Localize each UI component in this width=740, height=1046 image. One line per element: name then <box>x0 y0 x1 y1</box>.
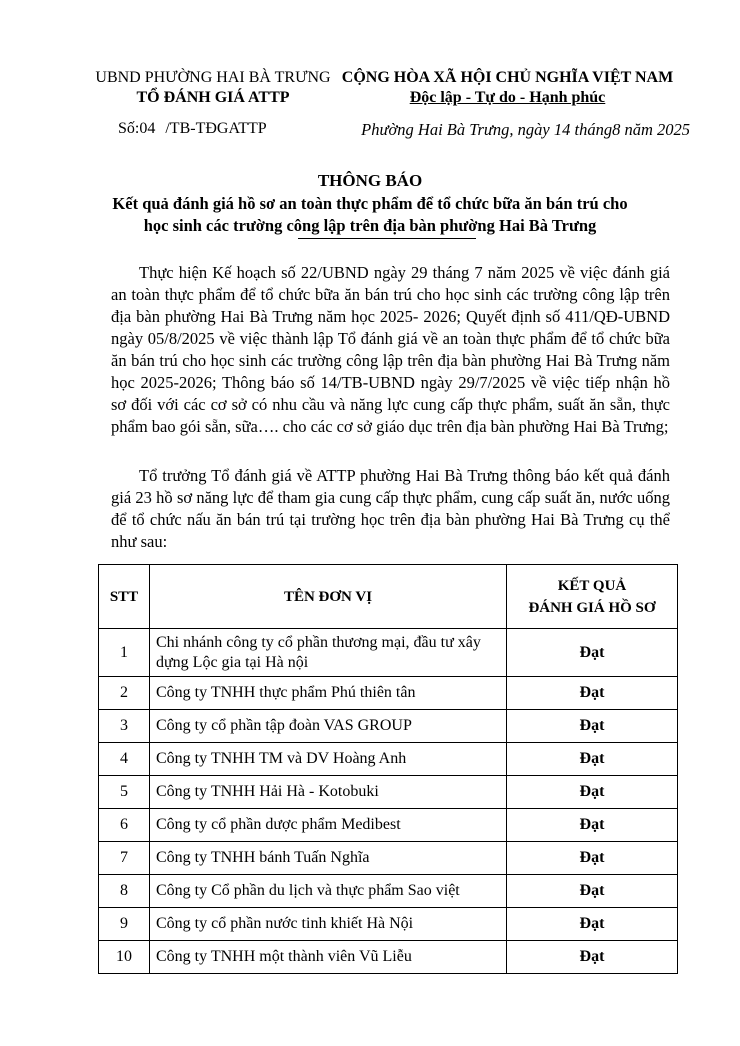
row-unit-name: Công ty Cổ phần du lịch và thực phẩm Sao việt <box>150 875 507 908</box>
row-result: Đạt <box>507 875 678 908</box>
table-row <box>99 875 678 908</box>
row-stt: 6 <box>99 809 150 842</box>
row-stt: 3 <box>99 710 150 743</box>
issuer-unit: TỔ ĐÁNH GIÁ ATTP <box>136 89 290 106</box>
table-row <box>99 908 678 941</box>
header-stt: STT <box>99 565 150 629</box>
table-row <box>99 842 678 875</box>
row-result: Đạt <box>507 710 678 743</box>
document-number <box>118 120 267 138</box>
row-result: Đạt <box>507 776 678 809</box>
row-result: Đạt <box>507 629 678 677</box>
announcement-paragraph-text: Tổ trưởng Tổ đánh giá về ATTP phường Hai Bà Trưng thông báo kết quả đánh giá 23 hồ sơ năng lực để tham gia cung cấp thực phẩm, cung cấp suất ăn, nước uống để tổ chức nấu ăn bán trú tại trường học trên địa bàn phường Hai Bà Trưng cụ thể như sau: <box>111 466 670 551</box>
row-unit-name: Chi nhánh công ty cổ phần thương mại, đầu tư xây dựng Lộc gia tại Hà nội <box>150 629 507 677</box>
table-row <box>99 941 678 974</box>
row-stt: 2 <box>99 677 150 710</box>
subtitle-underline <box>298 238 476 239</box>
national-title: CỘNG HÒA XÃ HỘI CHỦ NGHĨA VIỆT NAM <box>341 69 674 86</box>
announcement-paragraph <box>111 465 670 553</box>
header-result-line-2: ĐÁNH GIÁ HỒ SƠ <box>528 599 656 616</box>
results-table <box>98 564 678 974</box>
table-row <box>99 809 678 842</box>
document-subtitle <box>60 193 680 237</box>
national-motto: Độc lập - Tự do - Hạnh phúc <box>409 89 606 106</box>
row-unit-name: Công ty TNHH thực phẩm Phú thiên tân <box>150 677 507 710</box>
row-result: Đạt <box>507 743 678 776</box>
national-motto-block <box>330 68 685 108</box>
row-stt: 9 <box>99 908 150 941</box>
header-result <box>507 565 678 629</box>
subtitle-line-1: Kết quả đánh giá hồ sơ an toàn thực phẩm để tổ chức bữa ăn bán trú cho <box>112 194 628 213</box>
row-stt: 4 <box>99 743 150 776</box>
document-title: THÔNG BÁO <box>317 171 423 190</box>
table-row <box>99 776 678 809</box>
table-header-row <box>99 565 678 629</box>
subtitle-line-2: học sinh các trường công lập trên địa bàn phường Hai Bà Trưng <box>143 216 597 235</box>
row-result: Đạt <box>507 677 678 710</box>
place-date-line: Phường Hai Bà Trưng, ngày 14 tháng8 năm 2025 <box>361 120 690 139</box>
row-stt: 10 <box>99 941 150 974</box>
row-unit-name: Công ty TNHH TM và DV Hoàng Anh <box>150 743 507 776</box>
row-result: Đạt <box>507 842 678 875</box>
row-unit-name: Công ty cổ phần nước tinh khiết Hà Nội <box>150 908 507 941</box>
row-stt: 1 <box>99 629 150 677</box>
row-unit-name: Công ty TNHH bánh Tuấn Nghĩa <box>150 842 507 875</box>
row-unit-name: Công ty TNHH một thành viên Vũ Liễu <box>150 941 507 974</box>
row-unit-name: Công ty cổ phần dược phẩm Medibest <box>150 809 507 842</box>
document-number-prefix: Số:04 <box>118 120 156 137</box>
header-result-line-1: KẾT QUẢ <box>557 577 627 594</box>
header-unit-name: TÊN ĐƠN VỊ <box>150 565 507 629</box>
row-result: Đạt <box>507 941 678 974</box>
intro-paragraph <box>111 262 670 438</box>
issuer-block <box>68 68 358 108</box>
row-unit-name: Công ty TNHH Hải Hà - Kotobuki <box>150 776 507 809</box>
intro-paragraph-text: Thực hiện Kế hoạch số 22/UBND ngày 29 tháng 7 năm 2025 về việc đánh giá an toàn thực phẩm để tổ chức bữa ăn bán trú cho học sinh các trường công lập trên địa bàn phường Hai Bà Trưng năm học 2025- 2026; Quyết định số 411/QĐ-UBND ngày 05/8/2025 về việc thành lập Tổ đánh giá về an toàn thực phẩm để tổ chức bữa ăn bán trú cho học sinh các trường công lập trên địa bàn phường Hai Bà Trưng năm học 2025-2026; Thông báo số 14/TB-UBND ngày 29/7/2025 về việc tiếp nhận hồ sơ đối với các cơ sở có nhu cầu và năng lực cung cấp thực phẩm, suất ăn sẵn, thực phẩm bao gói sẵn, sữa…. cho các cơ sở giáo dục trên địa bàn phường Hai Bà Trưng; <box>111 263 670 436</box>
row-result: Đạt <box>507 908 678 941</box>
table-row <box>99 710 678 743</box>
row-stt: 7 <box>99 842 150 875</box>
table-row <box>99 743 678 776</box>
row-stt: 8 <box>99 875 150 908</box>
document-number-suffix: /TB-TĐGATTP <box>165 120 267 137</box>
table-row <box>99 629 678 677</box>
row-result: Đạt <box>507 809 678 842</box>
table-row <box>99 677 678 710</box>
row-stt: 5 <box>99 776 150 809</box>
issuer-authority: UBND PHƯỜNG HAI BÀ TRƯNG <box>95 69 331 86</box>
row-unit-name: Công ty cổ phần tập đoàn VAS GROUP <box>150 710 507 743</box>
